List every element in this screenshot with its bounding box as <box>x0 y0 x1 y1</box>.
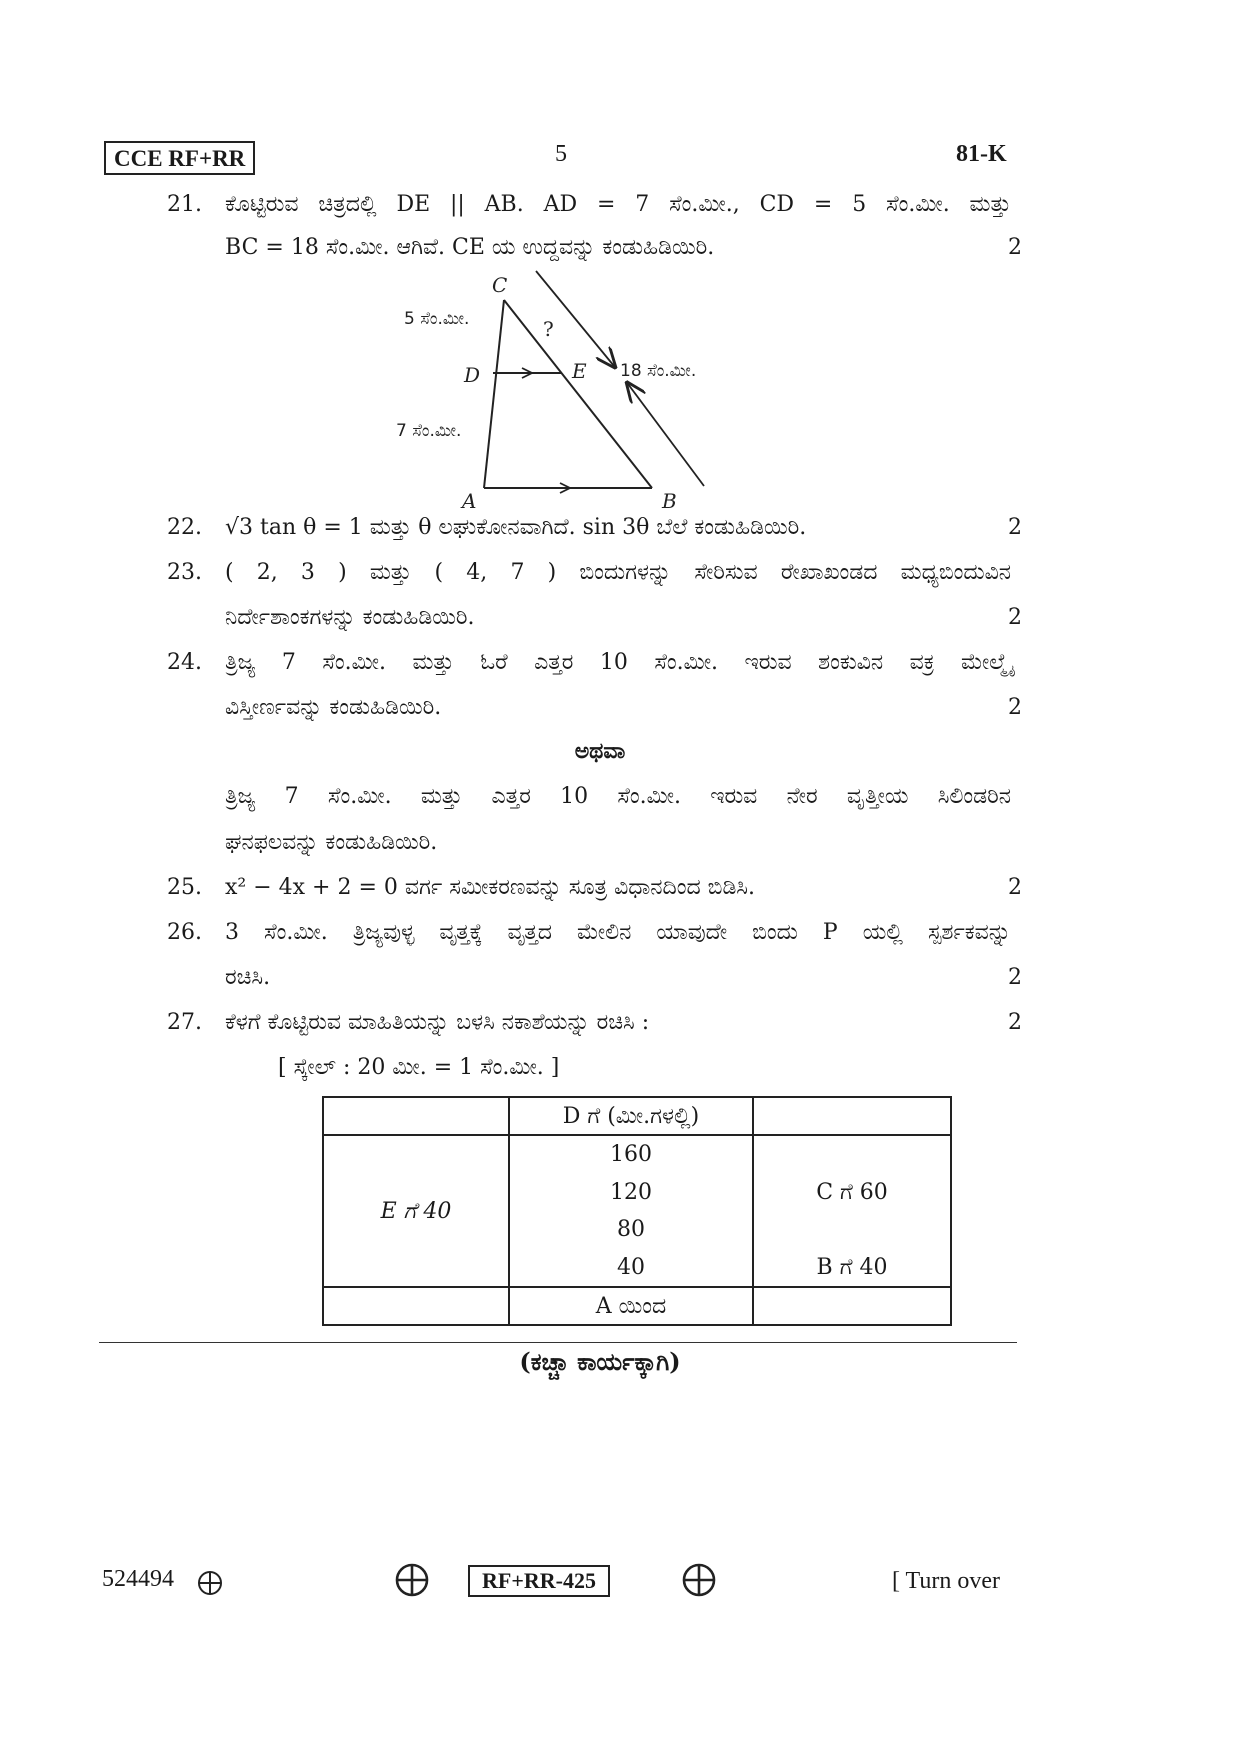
question-number: 26. <box>167 920 202 945</box>
chain-value: 120 <box>610 1179 652 1205</box>
question-text: ನಿರ್ದೇಶಾಂಕಗಳನ್ನು ಕಂಡುಹಿಡಿಯಿರಿ. <box>225 605 475 630</box>
question-text: ರಚಿಸಿ. <box>225 965 271 990</box>
question-number: 21. <box>167 192 202 217</box>
question-text: ತ್ರಿಜ್ಯ 7 ಸೆಂ.ಮೀ. ಮತ್ತು ಎತ್ತರ 10 ಸೆಂ.ಮೀ. ಇರುವ ನೇರ ವೃತ್ತೀಯ ಸಿಲಿಂಡರಿನ <box>225 784 1011 809</box>
footer-code-box: RF+RR-425 <box>468 1565 610 1597</box>
offset-b: B ಗೆ 40 <box>816 1254 888 1280</box>
exam-code-box: CCE RF+RR <box>104 141 255 175</box>
paper-code: 81-K <box>956 141 1007 167</box>
registration-mark-icon <box>395 1563 429 1597</box>
field-book-table <box>322 1096 952 1326</box>
question-text: 3 ಸೆಂ.ಮೀ. ತ್ರಿಜ್ಯವುಳ್ಳ ವೃತ್ತಕ್ಕೆ ವೃತ್ತದ ಮೇಲಿನ ಯಾವುದೇ ಬಿಂದು P ಯಲ್ಲಿ ಸ್ಪರ್ಶಕವನ್ನು <box>225 920 1011 945</box>
question-text: √3 tan θ = 1 ಮತ್ತು θ ಲಘುಕೋನವಾಗಿದೆ. sin 3θ ಬೆಲೆ ಕಂಡುಹಿಡಿಯಿರಿ. <box>225 515 807 540</box>
question-marks: 2 <box>1008 965 1022 990</box>
question-text: ವಿಸ್ತೀರ್ಣವನ್ನು ಕಂಡುಹಿಡಿಯಿರಿ. <box>225 695 442 720</box>
question-number: 27. <box>167 1010 202 1035</box>
question-marks: 2 <box>1008 515 1022 540</box>
page-number: 5 <box>555 141 567 167</box>
label-c: C <box>492 273 508 297</box>
question-marks: 2 <box>1008 695 1022 720</box>
chain-value: 160 <box>610 1142 652 1167</box>
question-number: 24. <box>167 650 202 675</box>
question-text: ತ್ರಿಜ್ಯ 7 ಸೆಂ.ಮೀ. ಮತ್ತು ಓರೆ ಎತ್ತರ 10 ಸೆಂ.ಮೀ. ಇರುವ ಶಂಕುವಿನ ವಕ್ರ ಮೇಲ್ಮೈ <box>225 650 1011 675</box>
table-left-cell <box>323 1135 509 1287</box>
question-text: x² − 4x + 2 = 0 ವರ್ಗ ಸಮೀಕರಣವನ್ನು ಸೂತ್ರ ವಿಧಾನದಿಂದ ಬಿಡಿಸಿ. <box>225 875 755 900</box>
question-text: ಕೊಟ್ಟಿರುವ ಚಿತ್ರದಲ್ಲಿ DE || AB. AD = 7 ಸೆಂ.ಮೀ., CD = 5 ಸೆಂ.ಮೀ. ಮತ್ತು <box>225 192 1011 217</box>
chain-value: 40 <box>617 1254 645 1280</box>
label-b: B <box>662 489 677 513</box>
turn-over-label: [ Turn over <box>892 1568 1001 1594</box>
question-number: 22. <box>167 515 202 540</box>
registration-mark-icon <box>197 1570 223 1596</box>
registration-mark-icon <box>682 1563 716 1597</box>
label-e: E <box>572 359 587 383</box>
footer-number: 524494 <box>102 1566 174 1592</box>
label-ad-length: 7 ಸೆಂ.ಮೀ. <box>396 421 462 441</box>
table-values-cell <box>509 1135 753 1287</box>
triangle-figure <box>380 268 740 513</box>
question-marks: 2 <box>1008 235 1022 260</box>
question-number: 25. <box>167 875 202 900</box>
label-cd-length: 5 ಸೆಂ.ಮೀ. <box>404 309 470 329</box>
table-bottom-cell: A ಯಿಂದ <box>509 1287 753 1325</box>
offset-e: E ಗೆ 40 <box>380 1198 452 1224</box>
offset-c: C ಗೆ 60 <box>816 1179 888 1205</box>
table-right-cell <box>753 1135 951 1287</box>
question-text: ಘನಫಲವನ್ನು ಕಂಡುಹಿಡಿಯಿರಿ. <box>225 830 438 855</box>
map-scale: [ ಸ್ಕೇಲ್ : 20 ಮೀ. = 1 ಸೆಂ.ಮೀ. ] <box>278 1055 560 1080</box>
side-cb <box>504 300 652 488</box>
or-separator: ಅಥವಾ <box>574 738 626 764</box>
side-ca <box>484 300 504 488</box>
label-a: A <box>462 489 477 513</box>
question-text: ಕೆಳಗೆ ಕೊಟ್ಟಿರುವ ಮಾಹಿತಿಯನ್ನು ಬಳಸಿ ನಕಾಶೆಯನ್ನು ರಚಿಸಿ : <box>225 1010 650 1035</box>
rough-work-label: (ಕಚ್ಚಾ ಕಾರ್ಯಕ್ಕಾಗಿ) <box>519 1347 681 1376</box>
question-marks: 2 <box>1008 1010 1022 1035</box>
table-header-cell: D ಗೆ (ಮೀ.ಗಳಲ್ಲಿ) <box>509 1097 753 1135</box>
question-text: BC = 18 ಸೆಂ.ಮೀ. ಆಗಿವೆ. CE ಯ ಉದ್ದವನ್ನು ಕಂಡುಹಿಡಿಯಿರಿ. <box>225 235 715 260</box>
question-marks: 2 <box>1008 605 1022 630</box>
chain-value: 80 <box>617 1217 645 1242</box>
label-d: D <box>464 363 481 387</box>
divider-line <box>99 1342 1017 1343</box>
label-bc-length: 18 ಸೆಂ.ಮೀ. <box>620 361 697 381</box>
question-number: 23. <box>167 560 202 585</box>
label-unknown: ? <box>543 317 554 341</box>
question-marks: 2 <box>1008 875 1022 900</box>
question-text: ( 2, 3 ) ಮತ್ತು ( 4, 7 ) ಬಿಂದುಗಳನ್ನು ಸೇರಿಸುವ ರೇಖಾಖಂಡದ ಮಧ್ಯಬಿಂದುವಿನ <box>225 560 1011 585</box>
